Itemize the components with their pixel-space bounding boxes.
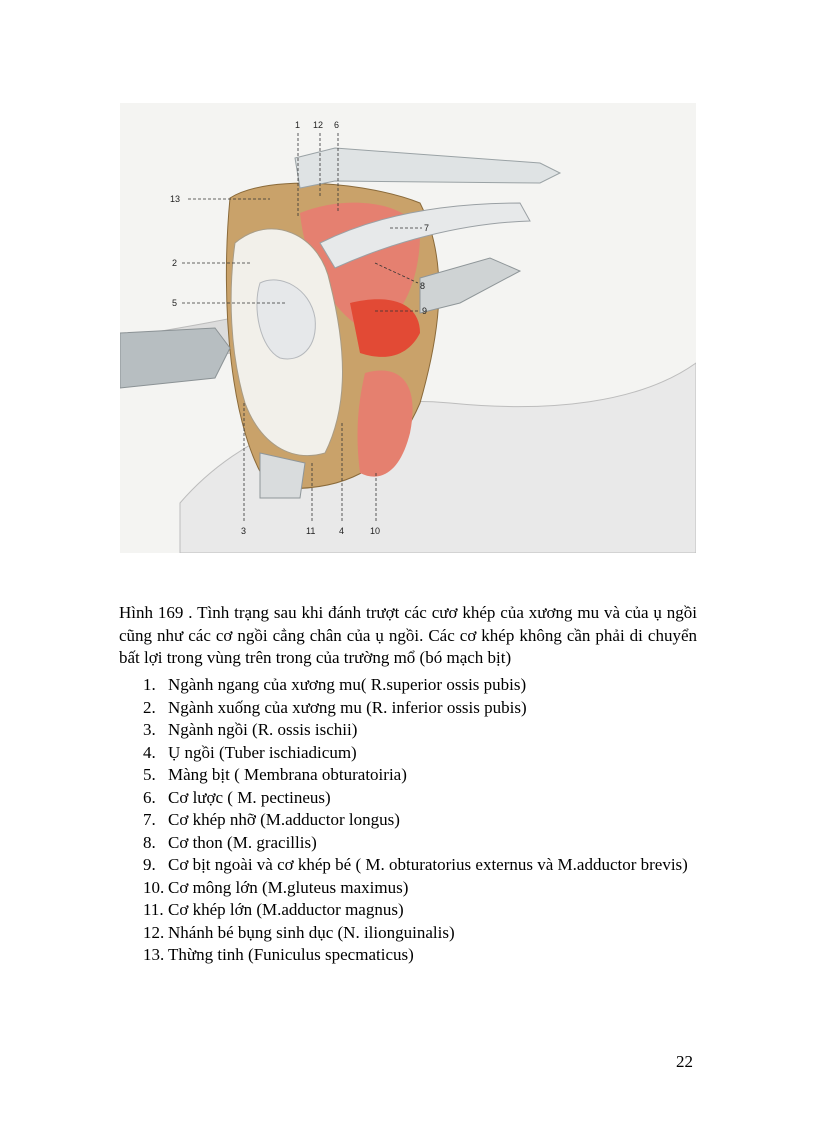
legend-item — [119, 922, 697, 945]
figure-label-12: 12 — [313, 120, 324, 130]
legend-number: 9. — [143, 855, 156, 874]
legend-text: Ngành ngồi (R. ossis ischii) — [168, 720, 358, 739]
figure-label-3: 3 — [241, 526, 247, 536]
illustration-svg — [120, 103, 696, 553]
legend-item — [119, 674, 697, 697]
legend-number: 8. — [143, 832, 156, 852]
figure-label-13: 13 — [170, 194, 181, 204]
legend-text: Cơ bịt ngoài và cơ khép bé ( M. obturatorius externus và M.adductor brevis) — [168, 855, 688, 874]
legend-number: 6. — [143, 787, 156, 807]
legend-text: Cơ mông lớn (M.gluteus maximus) — [168, 877, 409, 897]
legend-number: 10. — [143, 877, 165, 897]
legend-item — [119, 809, 697, 832]
legend-list — [119, 674, 697, 967]
legend-number: 5. — [143, 765, 156, 784]
legend-item — [119, 742, 697, 765]
legend-number: 11. — [143, 900, 164, 919]
legend-number: 12. — [143, 922, 165, 942]
anatomical-illustration — [120, 103, 696, 553]
figure-label-7: 7 — [424, 223, 430, 233]
figure-label-11: 11 — [306, 526, 316, 536]
legend-number: 4. — [143, 742, 156, 762]
legend-text: Màng bịt ( Membrana obturatoiria) — [168, 765, 407, 784]
figure-label-8: 8 — [420, 281, 426, 291]
legend-item — [119, 719, 697, 742]
legend-item — [119, 697, 697, 720]
legend-item — [119, 832, 697, 855]
legend-text: Ụ ngồi (Tuber ischiadicum) — [168, 742, 357, 762]
legend-item — [119, 787, 697, 810]
legend-text: Cơ khép lớn (M.adductor magnus) — [168, 900, 404, 919]
figure-caption: Hình 169 . Tình trạng sau khi đánh trượt các cươ khép của xương mu và của ụ ngồi cũng như các cơ ngồi cẳng chân của ụ ngồi. Các cơ khép không cần phải di chuyển bất lợi trong vùng trên trong của trường mổ (bó mạch bịt) — [119, 603, 697, 667]
legend-item — [119, 764, 697, 787]
legend-item — [119, 877, 697, 900]
legend-number: 3. — [143, 720, 156, 739]
legend-number: 1. — [143, 675, 156, 694]
legend-text: Cơ thon (M. gracillis) — [168, 832, 317, 852]
figure-label-9: 9 — [422, 306, 428, 316]
legend-text: Ngành xuống của xương mu (R. inferior ossis pubis) — [168, 697, 527, 717]
figure-label-10: 10 — [370, 526, 381, 536]
legend-text: Ngành ngang của xương mu( R.superior ossis pubis) — [168, 675, 527, 694]
legend-number: 7. — [143, 810, 156, 829]
legend-number: 2. — [143, 697, 156, 717]
figure-label-4: 4 — [339, 526, 345, 536]
page-number: 22 — [676, 1052, 693, 1071]
figure-label-6: 6 — [334, 120, 340, 130]
legend-text: Nhánh bé bụng sinh dục (N. ilionguinalis) — [168, 922, 455, 942]
legend-item — [119, 899, 697, 922]
legend-text: Cơ khép nhỡ (M.adductor longus) — [168, 810, 400, 829]
legend-item — [119, 944, 697, 967]
legend-number: 13. — [143, 945, 165, 964]
figure-label-5: 5 — [172, 298, 178, 308]
figure-label-2: 2 — [172, 258, 178, 268]
legend-item — [119, 854, 697, 877]
figure-label-1: 1 — [295, 120, 301, 130]
legend-text: Thừng tinh (Funiculus specmaticus) — [168, 945, 414, 964]
legend-text: Cơ lược ( M. pectineus) — [168, 787, 331, 807]
